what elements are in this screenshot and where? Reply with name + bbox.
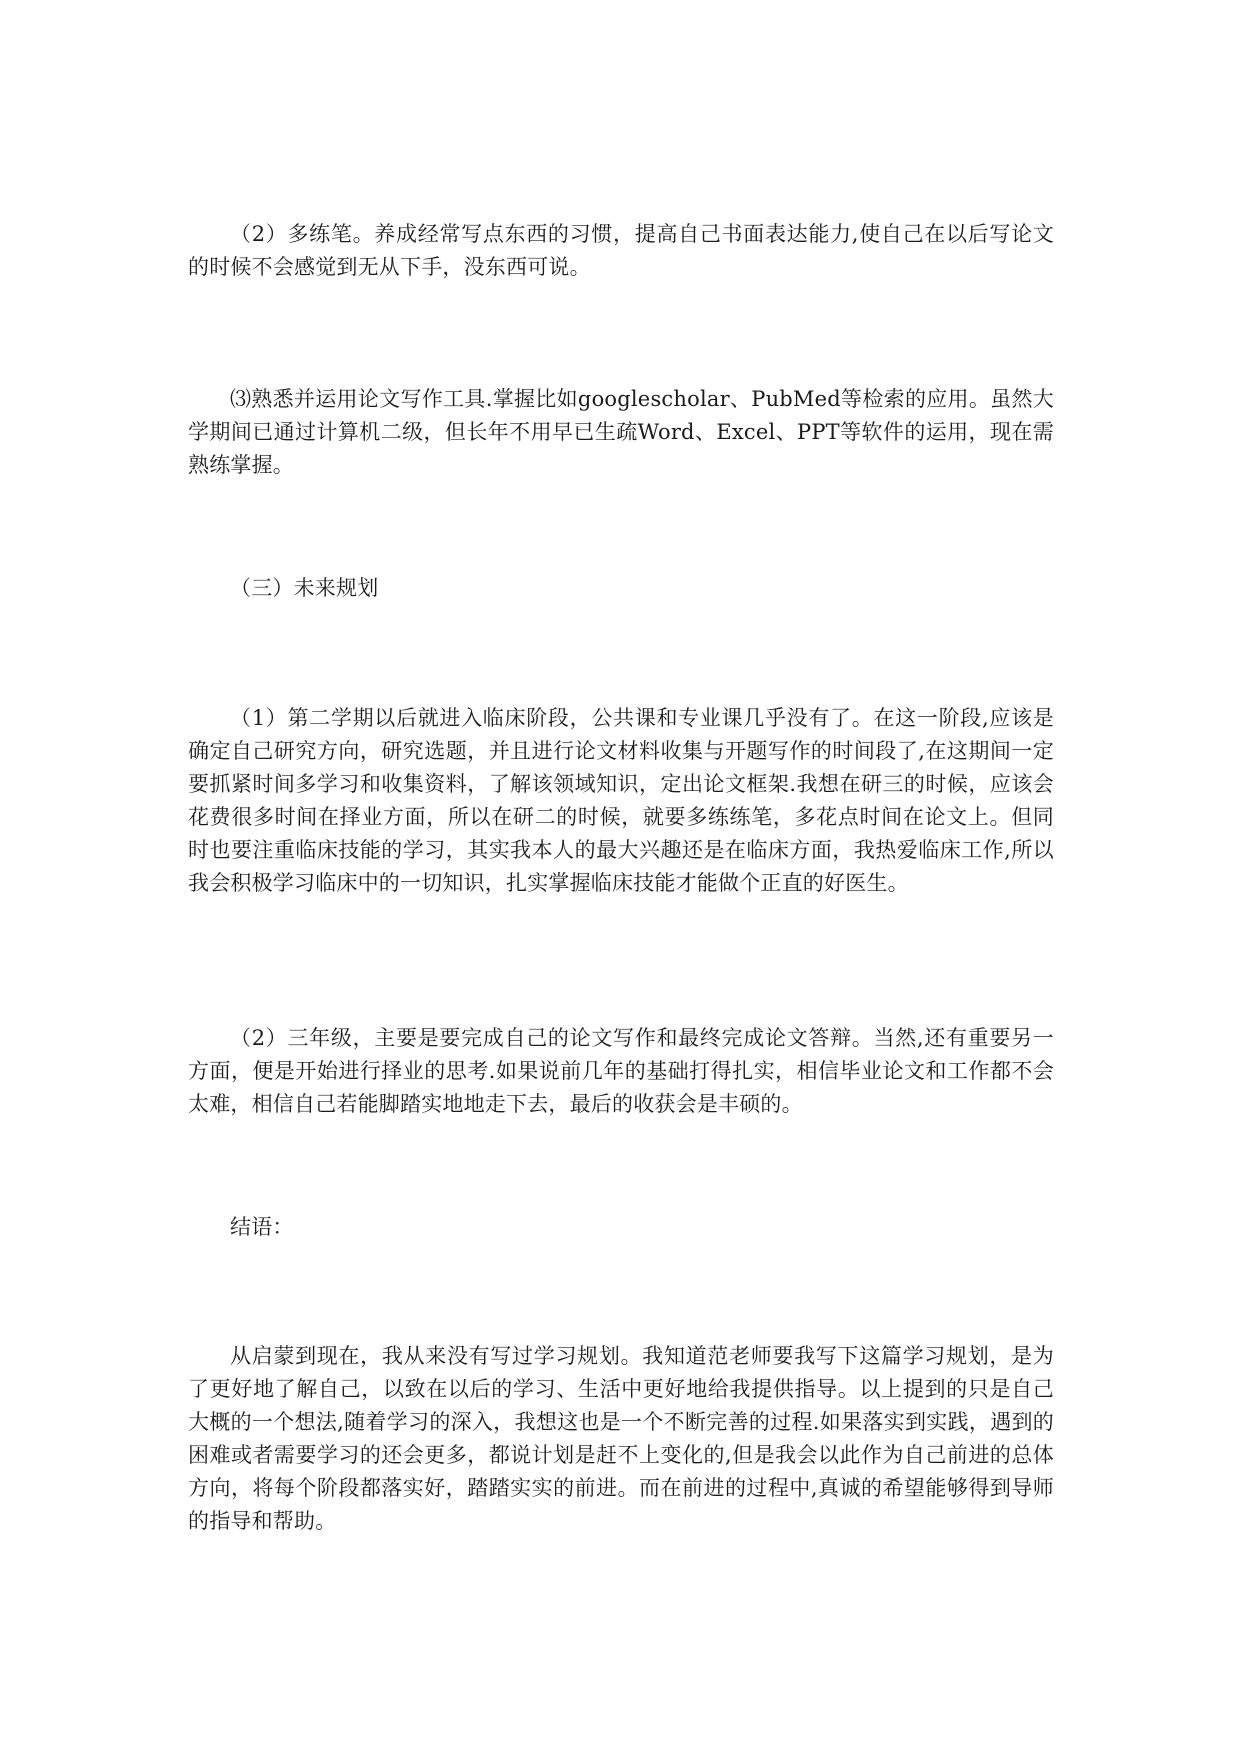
- paragraph-conclusion: 从启蒙到现在，我从来没有写过学习规划。我知道范老师要我写下这篇学习规划，是为了更好地了解自己，以致在以后的学习、生活中更好地给我提供指导。以上提到的只是自己大概的一个想法,随着学习的深入，我想这也是一个不断完善的过程.如果落实到实践，遇到的困难或者需要学习的还会更多，都说计划是赶不上变化的,但是我会以此作为自己前进的总体方向，将每个阶段都落实好，踏踏实实的前进。而在前进的过程中,真诚的希望能够得到导师的指导和帮助。: [188, 1344, 1054, 1533]
- heading-conclusion: 结语：: [230, 1215, 294, 1239]
- paragraph-practice-writing: （2）多练笔。养成经常写点东西的习惯，提高自己书面表达能力,使自己在以后写论文的时候不会感觉到无从下手，没东西可说。: [188, 222, 1054, 279]
- paragraph-second-semester: （1）第二学期以后就进入临床阶段，公共课和专业课几乎没有了。在这一阶段,应该是确定自己研究方向，研究选题，并且进行论文材料收集与开题写作的时间段了,在这期间一定要抓紧时间多学习和收集资料，了解该领域知识，定出论文框架.我想在研三的时候，应该会花费很多时间在择业方面，所以在研二的时候，就要多练练笔，多花点时间在论文上。但同时也要注重临床技能的学习，其实我本人的最大兴趣还是在临床方面，我热爱临床工作,所以我会积极学习临床中的一切知识，扎实掌握临床技能才能做个正直的好医生。: [188, 706, 1054, 895]
- paragraph-third-year: （2）三年级，主要是要完成自己的论文写作和最终完成论文答辩。当然,还有重要另一方面，便是开始进行择业的思考.如果说前几年的基础打得扎实，相信毕业论文和工作都不会太难，相信自己若能脚踏实地地走下去，最后的收获会是丰硕的。: [188, 1026, 1054, 1116]
- paragraph-writing-tools: ⑶熟悉并运用论文写作工具.掌握比如googlescholar、PubMed等检索的应用。虽然大学期间已通过计算机二级，但长年不用早已生疏Word、Excel、PPT等软件的运用，现在需熟练掌握。: [188, 387, 1054, 477]
- section-heading-future-plan: （三）未来规划: [230, 576, 379, 600]
